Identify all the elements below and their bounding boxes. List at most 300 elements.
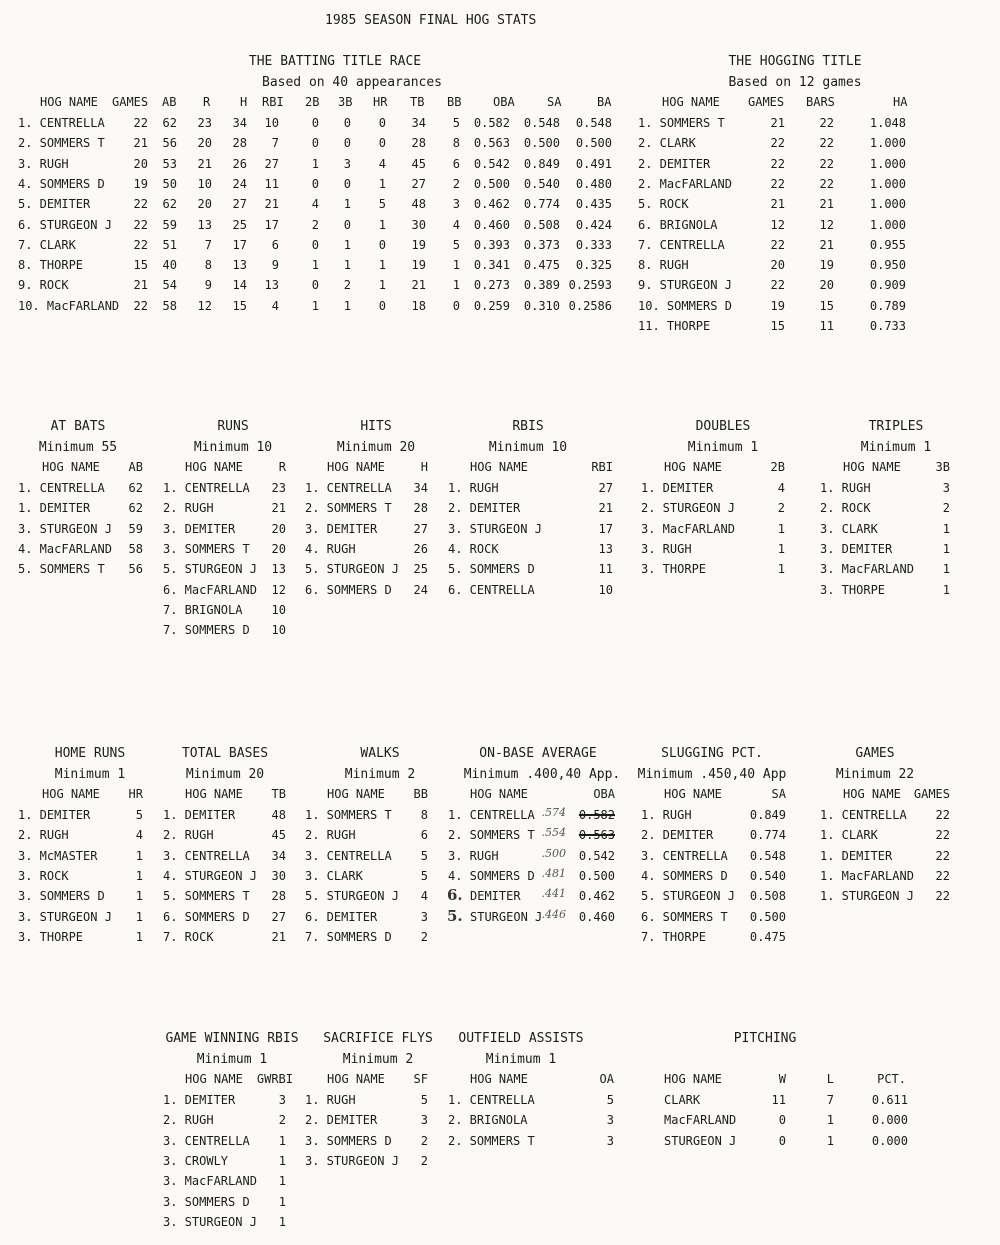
oba-handwritten-value: .554 [541,826,566,840]
triples-player-name: 3. DEMITER [820,541,893,556]
batting-cell: 58 [162,298,177,313]
batting-cell: 0 [311,237,319,252]
batting-cell: 7 [271,136,279,151]
batting-cell: 0 [343,217,351,232]
rbis-player-name: 2. DEMITER [448,501,521,516]
batting-cell: 0.480 [575,176,612,191]
walks-value: 4 [420,889,428,904]
hogging-cell: 0.909 [869,278,906,293]
game-winning-rbis-value: 1 [278,1133,286,1148]
batting-cell: 15 [232,298,247,313]
doubles-title: DOUBLES [695,419,751,434]
outfield-assists-title: OUTFIELD ASSISTS [458,1031,584,1046]
batting-header: AB [162,95,177,109]
game-winning-rbis-minimum: Minimum 1 [196,1052,268,1067]
batting-cell: 0.774 [523,197,560,212]
game-winning-rbis-player-name: 1. DEMITER [163,1093,236,1107]
batting-cell: 0 [311,278,319,293]
runs-player-name: 7. SOMMERS D [163,623,250,638]
batting-cell: 1 [343,258,351,273]
pitching-title: PITCHING [733,1031,797,1046]
batting-header: TB [410,95,425,109]
game-winning-rbis-player-name: 3. STURGEON J [163,1214,257,1229]
batting-cell: 1 [311,258,319,273]
doubles-header-value: 2B [770,460,785,474]
batting-cell: 0.2586 [568,298,612,313]
game-winning-rbis-header-value: GWRBI [256,1072,293,1086]
batting-cell: 12 [197,298,212,313]
batting-cell: 0.548 [575,116,612,130]
slugging-player-name: 5. STURGEON J [641,889,735,904]
runs-player-name: 6. MacFARLAND [163,582,257,597]
hogging-cell: 22 [819,156,834,171]
sacrifice-flys-player-name: 1. RUGH [305,1093,356,1107]
rbis-player-name: 6. CENTRELLA [448,582,535,597]
batting-cell: 0 [343,176,351,191]
slugging-player-name: 2. DEMITER [641,828,714,843]
oba-handwritten-value: .500 [541,846,566,860]
walks-value: 6 [420,828,428,843]
batting-cell: 54 [162,278,177,293]
batting-cell: 0.540 [523,176,560,191]
batting-header: 3B [338,95,353,109]
hits-title: HITS [360,419,392,434]
batting-cell: 0.500 [523,136,560,151]
triples-value: 1 [942,521,950,536]
games-header-value: GAMES [913,787,950,801]
sacrifice-flys-header-value: SF [413,1072,428,1086]
hits-value: 25 [413,562,428,577]
batting-cell: 0.460 [473,217,510,232]
slugging-title: SLUGGING PCT. [661,746,763,761]
batting-player-name: 3. RUGH [18,156,69,171]
batting-cell: 15 [133,258,148,273]
hogging-cell: 19 [770,298,785,313]
walks-player-name: 1. SOMMERS T [305,808,392,822]
game-winning-rbis-player-name: 2. RUGH [163,1113,214,1128]
batting-cell: 10 [197,176,212,191]
slugging-player-name: 1. RUGH [641,808,692,822]
batting-cell: 9 [204,278,212,293]
batting-cell: 26 [232,156,247,171]
batting-player-name: 4. SOMMERS D [18,176,105,191]
batting-cell: 40 [162,258,177,273]
walks-player-name: 7. SOMMERS D [305,929,392,944]
walks-player-name: 6. DEMITER [305,909,378,924]
oba-player-name: 2. SOMMERS T [448,828,535,843]
hogging-header: BARS [806,95,835,109]
total-bases-value: 21 [271,929,286,944]
home-runs-minimum: Minimum 1 [54,767,126,782]
walks-player-name: 3. CLARK [305,868,363,883]
total-bases-minimum: Minimum 20 [185,767,265,782]
home-runs-player-name: 3. SOMMERS D [18,889,105,904]
walks-value: 5 [420,868,428,883]
batting-cell: 27 [264,156,279,171]
batting-cell: 0.273 [473,278,510,293]
pitching-player-name: CLARK [664,1093,701,1107]
hogging-cell: 22 [770,278,785,293]
home-runs-value: 1 [135,909,143,924]
batting-header: HR [373,95,388,109]
triples-minimum: Minimum 1 [860,440,932,455]
pitching-cell: 0 [778,1133,786,1148]
pitching-cell: 0.000 [871,1113,908,1128]
slugging-header-name: HOG NAME [664,787,722,801]
hogging-cell: 1.000 [869,156,906,171]
batting-cell: 4 [452,217,460,232]
slugging-value: 0.475 [749,929,786,944]
game-winning-rbis-player-name: 3. CENTRELLA [163,1133,250,1148]
batting-cell: 24 [232,176,247,191]
oba-handwritten-rank: 5. [447,906,463,925]
oba-handwritten-value: .441 [541,887,566,901]
walks-value: 3 [420,909,428,924]
slugging-minimum: Minimum .450,40 App [637,767,787,782]
pitching-player-name: MacFARLAND [664,1113,737,1128]
outfield-assists-player-name: 2. SOMMERS T [448,1133,535,1148]
hits-value: 24 [413,582,428,597]
batting-cell: 27 [411,176,426,191]
total-bases-value: 27 [271,909,286,924]
batting-cell: 0.475 [523,258,560,273]
batting-cell: 0.563 [473,136,510,151]
at-bats-value: 59 [128,521,143,536]
oba-value: 0.542 [578,848,615,863]
hogging-cell: 1.000 [869,217,906,232]
batting-cell: 56 [162,136,177,151]
batting-cell: 25 [232,217,247,232]
batting-cell: 0 [343,116,351,130]
batting-cell: 1 [343,298,351,313]
runs-title: RUNS [217,419,249,434]
slugging-value: 0.540 [749,868,786,883]
outfield-assists-header-value: OA [599,1072,614,1086]
game-winning-rbis-value: 1 [278,1214,286,1229]
hits-header-value: H [420,460,428,474]
home-runs-value: 4 [135,828,143,843]
runs-value: 10 [271,602,286,617]
total-bases-header-name: HOG NAME [185,787,243,801]
hogging-player-name: 1. SOMMERS T [638,116,725,130]
batting-cell: 0.462 [473,197,510,212]
sacrifice-flys-value: 2 [420,1133,428,1148]
batting-cell: 1 [311,298,319,313]
triples-title: TRIPLES [868,419,924,434]
game-winning-rbis-value: 2 [278,1113,286,1128]
total-bases-player-name: 2. RUGH [163,828,214,843]
batting-cell: 1 [452,278,460,293]
home-runs-value: 1 [135,889,143,904]
runs-minimum: Minimum 10 [193,440,273,455]
hits-minimum: Minimum 20 [336,440,416,455]
doubles-player-name: 3. RUGH [641,541,692,556]
batting-cell: 0 [378,116,386,130]
batting-header: RBI [262,95,284,109]
runs-value: 13 [271,562,286,577]
home-runs-player-name: 2. RUGH [18,828,69,843]
batting-cell: 1 [378,217,386,232]
total-bases-player-name: 6. SOMMERS D [163,909,250,924]
hogging-cell: 15 [819,298,834,313]
hogging-player-name: 8. RUGH [638,258,689,273]
batting-cell: 1 [311,156,319,171]
batting-cell: 19 [133,176,148,191]
rbis-header-value: RBI [591,460,613,474]
sacrifice-flys-player-name: 2. DEMITER [305,1113,378,1128]
runs-header-name: HOG NAME [185,460,243,474]
batting-cell: 1 [378,176,386,191]
batting-cell: 20 [197,197,212,212]
rbis-player-name: 5. SOMMERS D [448,562,535,577]
hogging-cell: 22 [770,156,785,171]
oba-value: 0.462 [578,889,615,904]
batting-cell: 0.259 [473,298,510,313]
batting-cell: 20 [197,136,212,151]
rbis-title: RBIS [512,419,544,434]
batting-cell: 1 [343,237,351,252]
sacrifice-flys-title: SACRIFICE FLYS [323,1031,433,1046]
oba-value: 0.500 [578,868,615,883]
home-runs-value: 5 [135,808,143,822]
sacrifice-flys-header-name: HOG NAME [327,1072,385,1086]
hogging-cell: 22 [770,237,785,252]
at-bats-header-value: AB [128,460,143,474]
batting-cell: 17 [264,217,279,232]
runs-player-name: 1. CENTRELLA [163,481,250,495]
walks-player-name: 5. STURGEON J [305,889,399,904]
batting-cell: 22 [133,298,148,313]
batting-cell: 0.491 [575,156,612,171]
total-bases-value: 48 [271,808,286,822]
batting-cell: 8 [452,136,460,151]
pitching-header: W [778,1072,786,1086]
batting-cell: 0.333 [575,237,612,252]
hogging-cell: 0.789 [869,298,906,313]
batting-cell: 0.542 [473,156,510,171]
sacrifice-flys-minimum: Minimum 2 [342,1052,414,1067]
runs-player-name: 7. BRIGNOLA [163,602,243,617]
slugging-value: 0.774 [749,828,786,843]
batting-cell: 5 [452,116,460,130]
triples-player-name: 3. MacFARLAND [820,562,914,577]
triples-header-name: HOG NAME [843,460,901,474]
batting-player-name: 5. DEMITER [18,197,91,212]
at-bats-value: 62 [128,501,143,516]
outfield-assists-header-name: HOG NAME [470,1072,528,1086]
batting-header: H [240,95,248,109]
runs-value: 20 [271,521,286,536]
hits-player-name: 3. DEMITER [305,521,378,536]
batting-subtitle: Based on 40 appearances [261,75,443,90]
slugging-value: 0.508 [749,889,786,904]
pitching-cell: 0.000 [871,1133,908,1148]
games-header-name: HOG NAME [843,787,901,801]
batting-cell: 13 [197,217,212,232]
oba-handwritten-value: .574 [541,806,566,819]
total-bases-player-name: 1. DEMITER [163,808,236,822]
walks-value: 8 [420,808,428,822]
games-value: 22 [935,889,950,904]
batting-cell: 0.341 [473,258,510,273]
home-runs-header-name: HOG NAME [42,787,100,801]
batting-cell: 3 [343,156,351,171]
outfield-assists-player-name: 2. BRIGNOLA [448,1113,528,1128]
sacrifice-flys-player-name: 3. STURGEON J [305,1153,399,1168]
slugging-value: 0.500 [749,909,786,924]
batting-cell: 0.548 [523,116,560,130]
batting-cell: 22 [133,237,148,252]
batting-cell: 0.325 [575,258,612,273]
batting-player-name: 8. THORPE [18,258,84,273]
at-bats-minimum: Minimum 55 [38,440,118,455]
home-runs-player-name: 3. ROCK [18,868,69,883]
walks-value: 5 [420,848,428,863]
batting-title: THE BATTING TITLE RACE [248,54,422,69]
batting-header: SA [547,95,562,109]
batting-cell: 0.393 [473,237,510,252]
batting-player-name: 7. CLARK [18,237,76,252]
batting-cell: 11 [264,176,279,191]
triples-value: 1 [942,562,950,577]
batting-header: BA [597,95,612,109]
batting-cell: 2 [311,217,319,232]
oba-player-name: STURGEON J [470,909,543,924]
batting-cell: 0 [343,136,351,151]
pitching-cell: 1 [826,1113,834,1128]
at-bats-title: AT BATS [50,419,106,434]
triples-player-name: 1. RUGH [820,481,871,495]
batting-cell: 13 [232,258,247,273]
hogging-cell: 12 [819,217,834,232]
hits-value: 26 [413,541,428,556]
triples-player-name: 2. ROCK [820,501,871,516]
batting-player-name: 6. STURGEON J [18,217,112,232]
home-runs-value: 1 [135,868,143,883]
doubles-value: 1 [777,541,785,556]
hogging-player-name: 9. STURGEON J [638,278,732,293]
games-player-name: 1. CENTRELLA [820,808,907,822]
batting-header: GAMES [112,95,149,109]
games-value: 22 [935,848,950,863]
hogging-player-name: 5. ROCK [638,197,689,212]
hits-header-name: HOG NAME [327,460,385,474]
game-winning-rbis-value: 1 [278,1174,286,1189]
at-bats-value: 56 [128,562,143,577]
batting-cell: 59 [162,217,177,232]
batting-cell: 0.508 [523,217,560,232]
hogging-cell: 20 [819,278,834,293]
batting-cell: 3 [452,197,460,212]
home-runs-player-name: 3. McMASTER [18,848,98,863]
games-value: 22 [935,808,950,822]
games-player-name: 1. STURGEON J [820,889,914,904]
batting-cell: 1 [452,258,460,273]
batting-cell: 4 [378,156,386,171]
total-bases-title: TOTAL BASES [181,746,269,761]
game-winning-rbis-value: 1 [278,1153,286,1168]
batting-cell: 2 [343,278,351,293]
slugging-header-value: SA [771,787,786,801]
batting-cell: 9 [271,258,279,273]
batting-cell: 21 [133,278,148,293]
at-bats-header-name: HOG NAME [42,460,100,474]
hogging-cell: 19 [819,258,834,273]
batting-cell: 53 [162,156,177,171]
batting-cell: 19 [411,237,426,252]
hogging-player-name: 7. CENTRELLA [638,237,725,252]
hits-value: 34 [413,481,428,495]
slugging-value: 0.548 [749,848,786,863]
hogging-player-name: 2. MacFARLAND [638,176,732,191]
oba-handwritten-value: .481 [541,866,566,880]
games-value: 22 [935,868,950,883]
oba-player-name: 3. RUGH [448,848,499,863]
total-bases-value: 30 [271,868,286,883]
hogging-player-name: 6. BRIGNOLA [638,217,718,232]
batting-cell: 1 [378,278,386,293]
hogging-cell: 11 [819,319,834,333]
rbis-value: 27 [598,481,613,495]
slugging-player-name: 7. THORPE [641,929,707,944]
game-winning-rbis-header-name: HOG NAME [185,1072,243,1086]
oba-value: 0.563 [578,828,615,843]
home-runs-value: 1 [135,848,143,863]
batting-cell: 0.424 [575,217,612,232]
hogging-player-name: 2. CLARK [638,136,696,151]
doubles-value: 4 [777,481,785,495]
batting-cell: 0.500 [575,136,612,151]
triples-value: 1 [942,582,950,597]
runs-player-name: 3. DEMITER [163,521,236,536]
batting-cell: 5 [452,237,460,252]
hits-player-name: 1. CENTRELLA [305,481,392,495]
games-value: 22 [935,828,950,843]
games-player-name: 1. CLARK [820,828,878,843]
hogging-cell: 21 [770,116,785,130]
batting-cell: 0 [311,136,319,151]
at-bats-player-name: 4. MacFARLAND [18,541,112,556]
batting-cell: 5 [378,197,386,212]
triples-player-name: 3. THORPE [820,582,886,597]
hogging-cell: 21 [819,237,834,252]
hogging-subtitle: Based on 12 games [728,75,862,90]
batting-cell: 27 [232,197,247,212]
walks-header-value: BB [413,787,428,801]
batting-cell: 0.435 [575,197,612,212]
hogging-cell: 1.000 [869,176,906,191]
sacrifice-flys-value: 5 [420,1093,428,1107]
hogging-cell: 21 [819,197,834,212]
doubles-player-name: 3. THORPE [641,562,707,577]
runs-value: 10 [271,623,286,638]
hits-value: 28 [413,501,428,516]
rbis-value: 21 [598,501,613,516]
hits-value: 27 [413,521,428,536]
pitching-cell: 7 [826,1093,834,1107]
outfield-assists-minimum: Minimum 1 [485,1052,557,1067]
at-bats-player-name: 1. CENTRELLA [18,481,105,495]
doubles-player-name: 1. DEMITER [641,481,714,495]
walks-player-name: 2. RUGH [305,828,356,843]
hogging-cell: 21 [770,197,785,212]
hogging-header: GAMES [748,95,785,109]
at-bats-player-name: 1. DEMITER [18,501,91,516]
hits-player-name: 2. SOMMERS T [305,501,392,516]
hogging-cell: 0.733 [869,319,906,333]
batting-cell: 0 [378,136,386,151]
batting-cell: 6 [452,156,460,171]
